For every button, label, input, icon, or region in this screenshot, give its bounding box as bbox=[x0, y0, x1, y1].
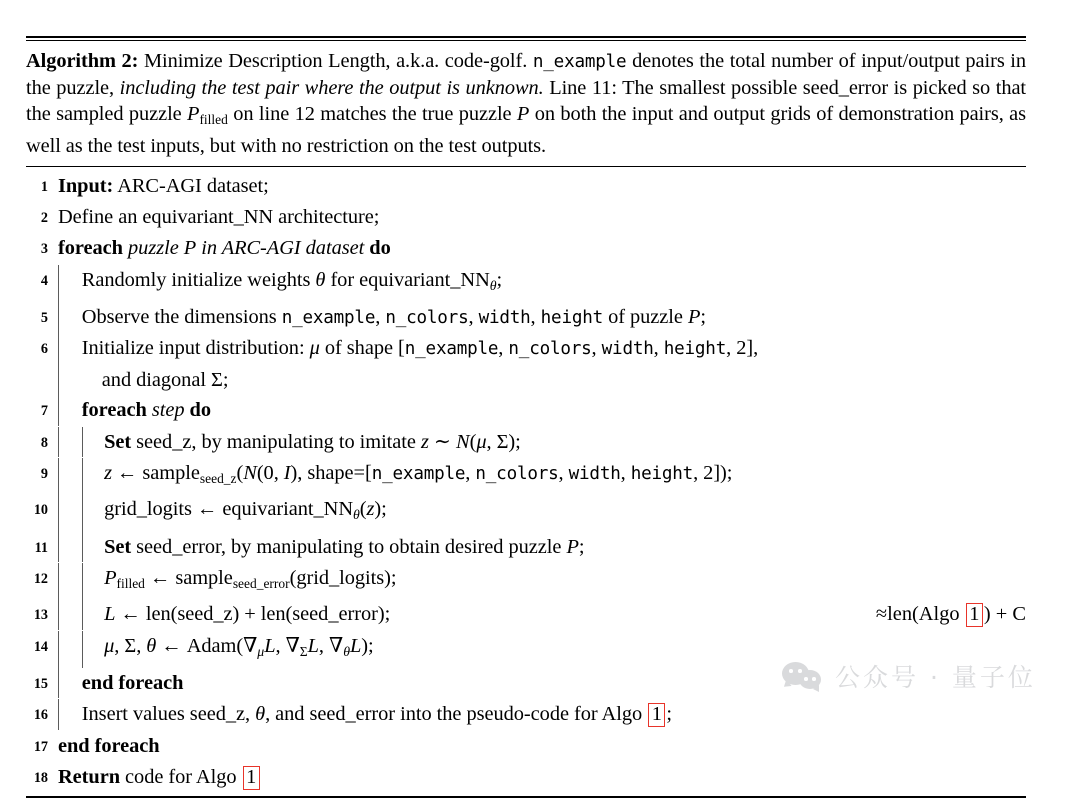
table-row bbox=[26, 458, 1026, 494]
keyword-foreach: foreach bbox=[81, 399, 147, 422]
table-row bbox=[26, 563, 1026, 599]
table-row bbox=[26, 202, 1026, 233]
caption-segment-3: Line 11: The smallest possible seed_error is picked so that the sampled puzzle bbox=[26, 77, 1026, 126]
line-number: 11 bbox=[34, 539, 48, 556]
line-content: Define an equivariant_NN architecture; bbox=[58, 205, 380, 228]
watermark bbox=[782, 658, 1036, 694]
line-number: 7 bbox=[40, 403, 48, 420]
table-row bbox=[26, 599, 1026, 630]
line-number: 10 bbox=[33, 502, 48, 519]
indent-bars bbox=[58, 458, 104, 494]
line-content: grid_logits ← equivariant_NNθ(z); bbox=[104, 498, 387, 524]
wechat-icon bbox=[782, 661, 826, 691]
caption-math-p: P bbox=[516, 103, 530, 126]
line-text: ARC-AGI dataset; bbox=[117, 174, 269, 197]
line-number: 17 bbox=[33, 738, 48, 755]
line-content: Initialize input distribution: μ of shape [n_example, n_colors, width, height, 2], and diagonal Σ; bbox=[81, 337, 759, 391]
indent-bars bbox=[58, 699, 82, 729]
keyword-foreach: foreach bbox=[58, 237, 123, 260]
indent-bars bbox=[58, 668, 82, 698]
keyword-set: Set bbox=[104, 430, 132, 453]
watermark-text: 公众号 · 量子位 bbox=[835, 663, 1036, 692]
indent-bars bbox=[58, 427, 104, 457]
algorithm-reference-link[interactable]: 1 bbox=[243, 766, 260, 790]
indent-bars bbox=[58, 494, 104, 531]
line-number: 5 bbox=[40, 310, 48, 327]
caption-segment-1: Minimize Description Length, a.k.a. code-golf. bbox=[144, 50, 528, 72]
line-number: 8 bbox=[40, 434, 48, 451]
line-number: 12 bbox=[33, 570, 48, 587]
table-row bbox=[26, 265, 1026, 302]
line-number: 9 bbox=[40, 466, 48, 483]
table-row bbox=[26, 395, 1026, 426]
algorithm-body bbox=[26, 167, 1026, 797]
algorithm-caption bbox=[26, 41, 1026, 166]
caption-italic-1: including the test pair where the output is unknown. bbox=[119, 77, 544, 100]
line-annotation bbox=[876, 599, 1026, 629]
annotation-suffix: ) + C bbox=[983, 603, 1026, 626]
table-row bbox=[26, 731, 1026, 762]
line-number: 2 bbox=[40, 209, 48, 226]
line-content: z ← sample$_{seed\_z}$(N(0, I), shape=[n_example, n_colors, width, height, 2]); bbox=[104, 462, 733, 486]
caption-segment-4: on line 12 matches the true puzzle bbox=[233, 103, 512, 126]
line-content: Insert values seed_z, θ, and seed_error into the pseudo-code for Algo 1 ; bbox=[81, 703, 672, 726]
line-number: 13 bbox=[33, 607, 48, 624]
indent-bars bbox=[58, 333, 82, 395]
table-row bbox=[26, 233, 1026, 264]
keyword: Input: bbox=[58, 174, 114, 197]
table-row bbox=[26, 699, 1026, 730]
table-row bbox=[26, 762, 1026, 793]
caption-math-pfilled: $P_{filled}$ bbox=[187, 103, 228, 128]
line-number: 6 bbox=[40, 341, 48, 358]
algorithm-label: Algorithm 2: bbox=[26, 50, 139, 72]
line-content: Observe the dimensions n_example, n_colors, width, height of puzzle P; bbox=[81, 306, 706, 329]
algorithm-reference-link[interactable]: 1 bbox=[648, 703, 665, 727]
loop-expression: puzzle P in ARC-AGI dataset bbox=[128, 237, 365, 260]
line-content: end foreach bbox=[81, 671, 184, 694]
line-content: μ, Σ, θ ← Adam(∇μL, $\nabla_\Sigma L$, ∇θL); bbox=[104, 634, 374, 660]
indent-bars bbox=[58, 265, 82, 302]
line-content: $P_{filled}$ ← sample$_{seed\_error}$(grid_logits); bbox=[104, 566, 397, 591]
line-content: L ← len(seed_z) + len(seed_error); bbox=[104, 603, 391, 626]
indent-bars bbox=[58, 563, 104, 599]
indent-bars bbox=[58, 599, 104, 629]
line-content: Set seed_error, by manipulating to obtain desired puzzle P; bbox=[104, 535, 585, 558]
table-row bbox=[26, 171, 1026, 202]
indent-bars bbox=[58, 302, 82, 333]
line-content: Set seed_z, by manipulating to imitate z ∼ N(μ, Σ); bbox=[104, 430, 521, 453]
line-number: 15 bbox=[33, 675, 48, 692]
indent-bars bbox=[58, 532, 104, 562]
keyword-return: Return bbox=[58, 766, 120, 789]
caption-code-n-example: n_example bbox=[532, 52, 627, 72]
keyword-set: Set bbox=[104, 535, 132, 558]
indent-bars bbox=[58, 395, 82, 425]
annotation-prefix: ≈len(Algo bbox=[875, 603, 960, 626]
table-row bbox=[26, 333, 1026, 395]
indent-bars bbox=[58, 631, 104, 668]
keyword-do: do bbox=[189, 399, 211, 422]
caption-segment-2: denotes the total number of input/output pairs in the puzzle, bbox=[26, 50, 1027, 100]
loop-expression: step bbox=[151, 399, 185, 422]
line-number: 3 bbox=[40, 241, 48, 258]
line-number: 14 bbox=[33, 638, 48, 655]
line-content bbox=[82, 395, 1026, 425]
line-number: 18 bbox=[33, 770, 48, 787]
line-content: end foreach bbox=[58, 734, 160, 757]
line-number: 16 bbox=[33, 707, 48, 724]
caption-segment-5: on both the input and output grids of demonstration pairs, as well as the test inputs, but with no restriction on the test outputs. bbox=[26, 103, 1026, 158]
table-row bbox=[26, 532, 1026, 563]
table-row bbox=[26, 427, 1026, 458]
line-content bbox=[58, 233, 1026, 263]
algorithm-reference-link[interactable]: 1 bbox=[966, 603, 983, 627]
keyword-do: do bbox=[369, 237, 391, 260]
line-content bbox=[58, 171, 1026, 201]
line-content: Return code for Algo 1 bbox=[58, 762, 1026, 792]
line-content: Randomly initialize weights θ for equivariant_NNθ; bbox=[81, 268, 503, 294]
line-number: 4 bbox=[40, 272, 48, 289]
table-row bbox=[26, 494, 1026, 531]
line-number: 1 bbox=[40, 178, 48, 195]
table-row bbox=[26, 302, 1026, 333]
